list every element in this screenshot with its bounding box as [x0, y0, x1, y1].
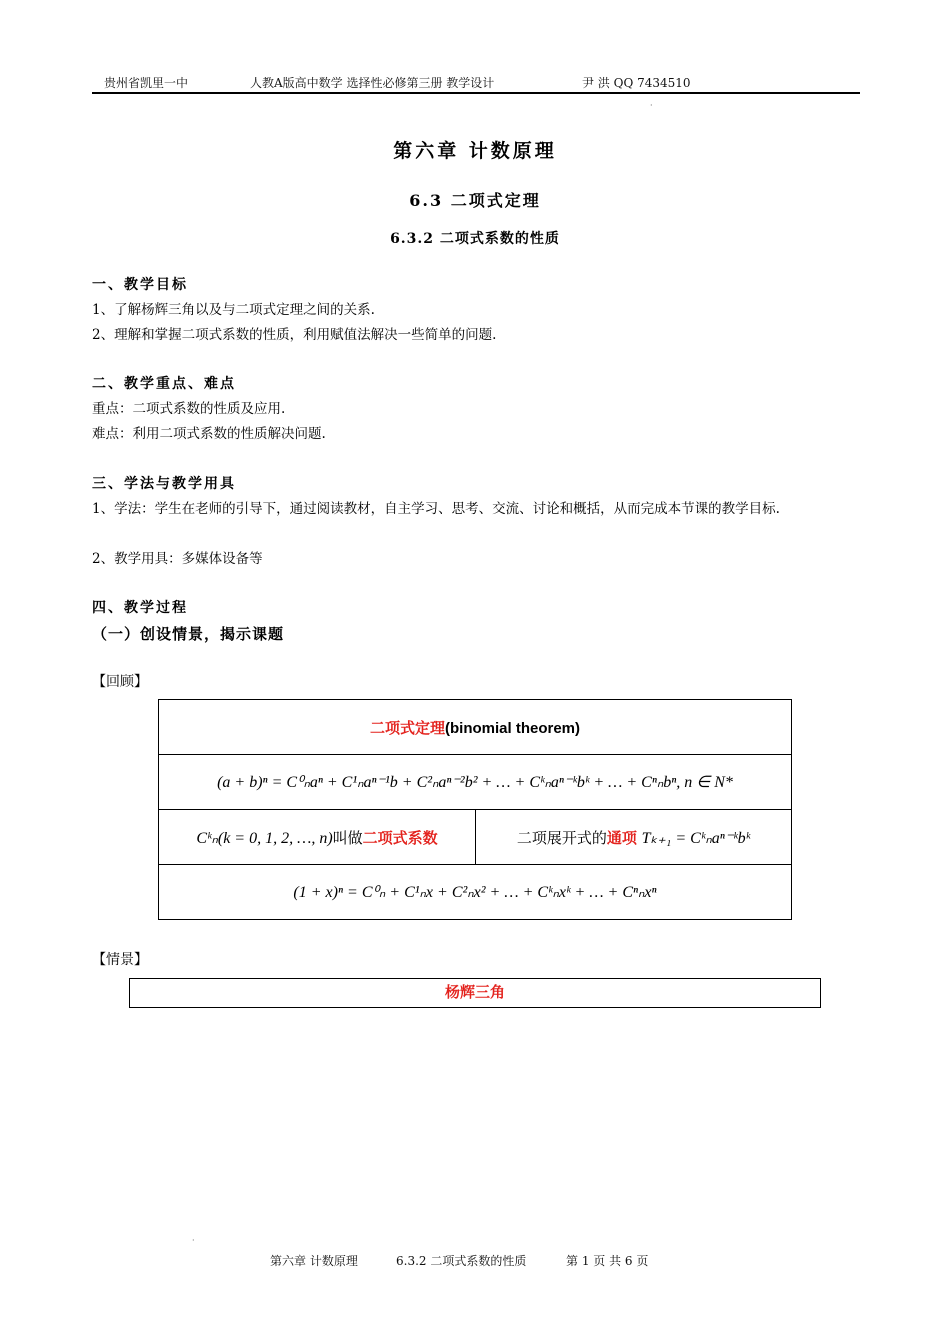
header-book: 人教A版高中数学 选择性必修第三册 教学设计 [250, 76, 495, 90]
general-term-red: 通项 [606, 829, 637, 847]
keypoint-item: 重点：二项式系数的性质及应用. [92, 401, 286, 417]
methods-heading: 三、学法与教学用具 [92, 476, 236, 492]
method-item: 2、教学用具：多媒体设备等 [92, 551, 263, 567]
chapter-title: 第六章 计数原理 [393, 140, 557, 162]
footer-page: 第 1 页 共 6 页 [566, 1254, 649, 1268]
binomial-theorem-red: 二项式定理 [369, 719, 445, 737]
table-row [159, 865, 792, 920]
coefficient-text: 叫做 [332, 829, 363, 847]
header-author: 尹 洪 QQ 7434510 [582, 76, 691, 90]
coefficient-math: Cᵏₙ(k = 0, 1, 2, …, n) [196, 829, 333, 847]
goal-item: 2、理解和掌握二项式系数的性质，利用赋值法解决一些简单的问题. [92, 327, 497, 343]
keypoints-heading: 二、教学重点、难点 [92, 376, 236, 392]
method-item: 1、学法：学生在老师的引导下，通过阅读教材，自主学习、思考、交流、讨论和概括，从而完成本节课的教学目标. [92, 501, 780, 517]
process-subheading: （一）创设情景，揭示课题 [92, 625, 285, 643]
footer-chapter: 第六章 计数原理 [270, 1254, 358, 1268]
coefficient-definition [159, 810, 476, 865]
review-label: 【回顾】 [92, 673, 148, 689]
general-term-math: Tₖ₊₁ = Cᵏₙaⁿ⁻ᵏbᵏ [641, 829, 751, 847]
binomial-theorem-english: (binomial theorem) [445, 719, 581, 737]
binomial-expansion: (a + b)ⁿ = C⁰ₙaⁿ + C¹ₙaⁿ⁻¹b + C²ₙaⁿ⁻²b² + … + Cᵏₙaⁿ⁻ᵏbᵏ + … + Cⁿₙbⁿ, n ∈ N* [159, 755, 792, 810]
goal-item: 1、了解杨辉三角以及与二项式定理之间的关系. [92, 302, 375, 318]
yanghui-triangle-title: 杨辉三角 [444, 984, 505, 1001]
binomial-theorem-title [159, 700, 792, 755]
footer-section: 6.3.2 二项式系数的性质 [396, 1254, 527, 1268]
keypoint-item: 难点：利用二项式系数的性质解决问题. [92, 426, 326, 442]
table-row [159, 755, 792, 810]
general-term-definition [476, 810, 792, 865]
process-heading: 四、教学过程 [92, 600, 188, 616]
goals-heading: 一、教学目标 [92, 277, 188, 293]
table-row [159, 700, 792, 755]
general-term-text: 二项展开式的 [516, 829, 607, 847]
header-divider [92, 92, 860, 94]
header-school: 贵州省凯里一中 [104, 76, 189, 90]
section-title: 6.3 二项式定理 [409, 191, 541, 210]
coefficient-red: 二项式系数 [362, 829, 438, 847]
one-plus-x-expansion: (1 + x)ⁿ = C⁰ₙ + C¹ₙx + C²ₙx² + … + Cᵏₙxᵏ + … + Cⁿₙxⁿ [159, 865, 792, 920]
yanghui-triangle-box [129, 978, 821, 1008]
table-row [159, 810, 792, 865]
header-dot: · [650, 101, 653, 110]
footer-dot: · [192, 1236, 195, 1245]
scenario-label: 【情景】 [92, 951, 148, 967]
subsection-title: 6.3.2 二项式系数的性质 [390, 231, 560, 247]
binomial-formula-table [158, 699, 792, 920]
